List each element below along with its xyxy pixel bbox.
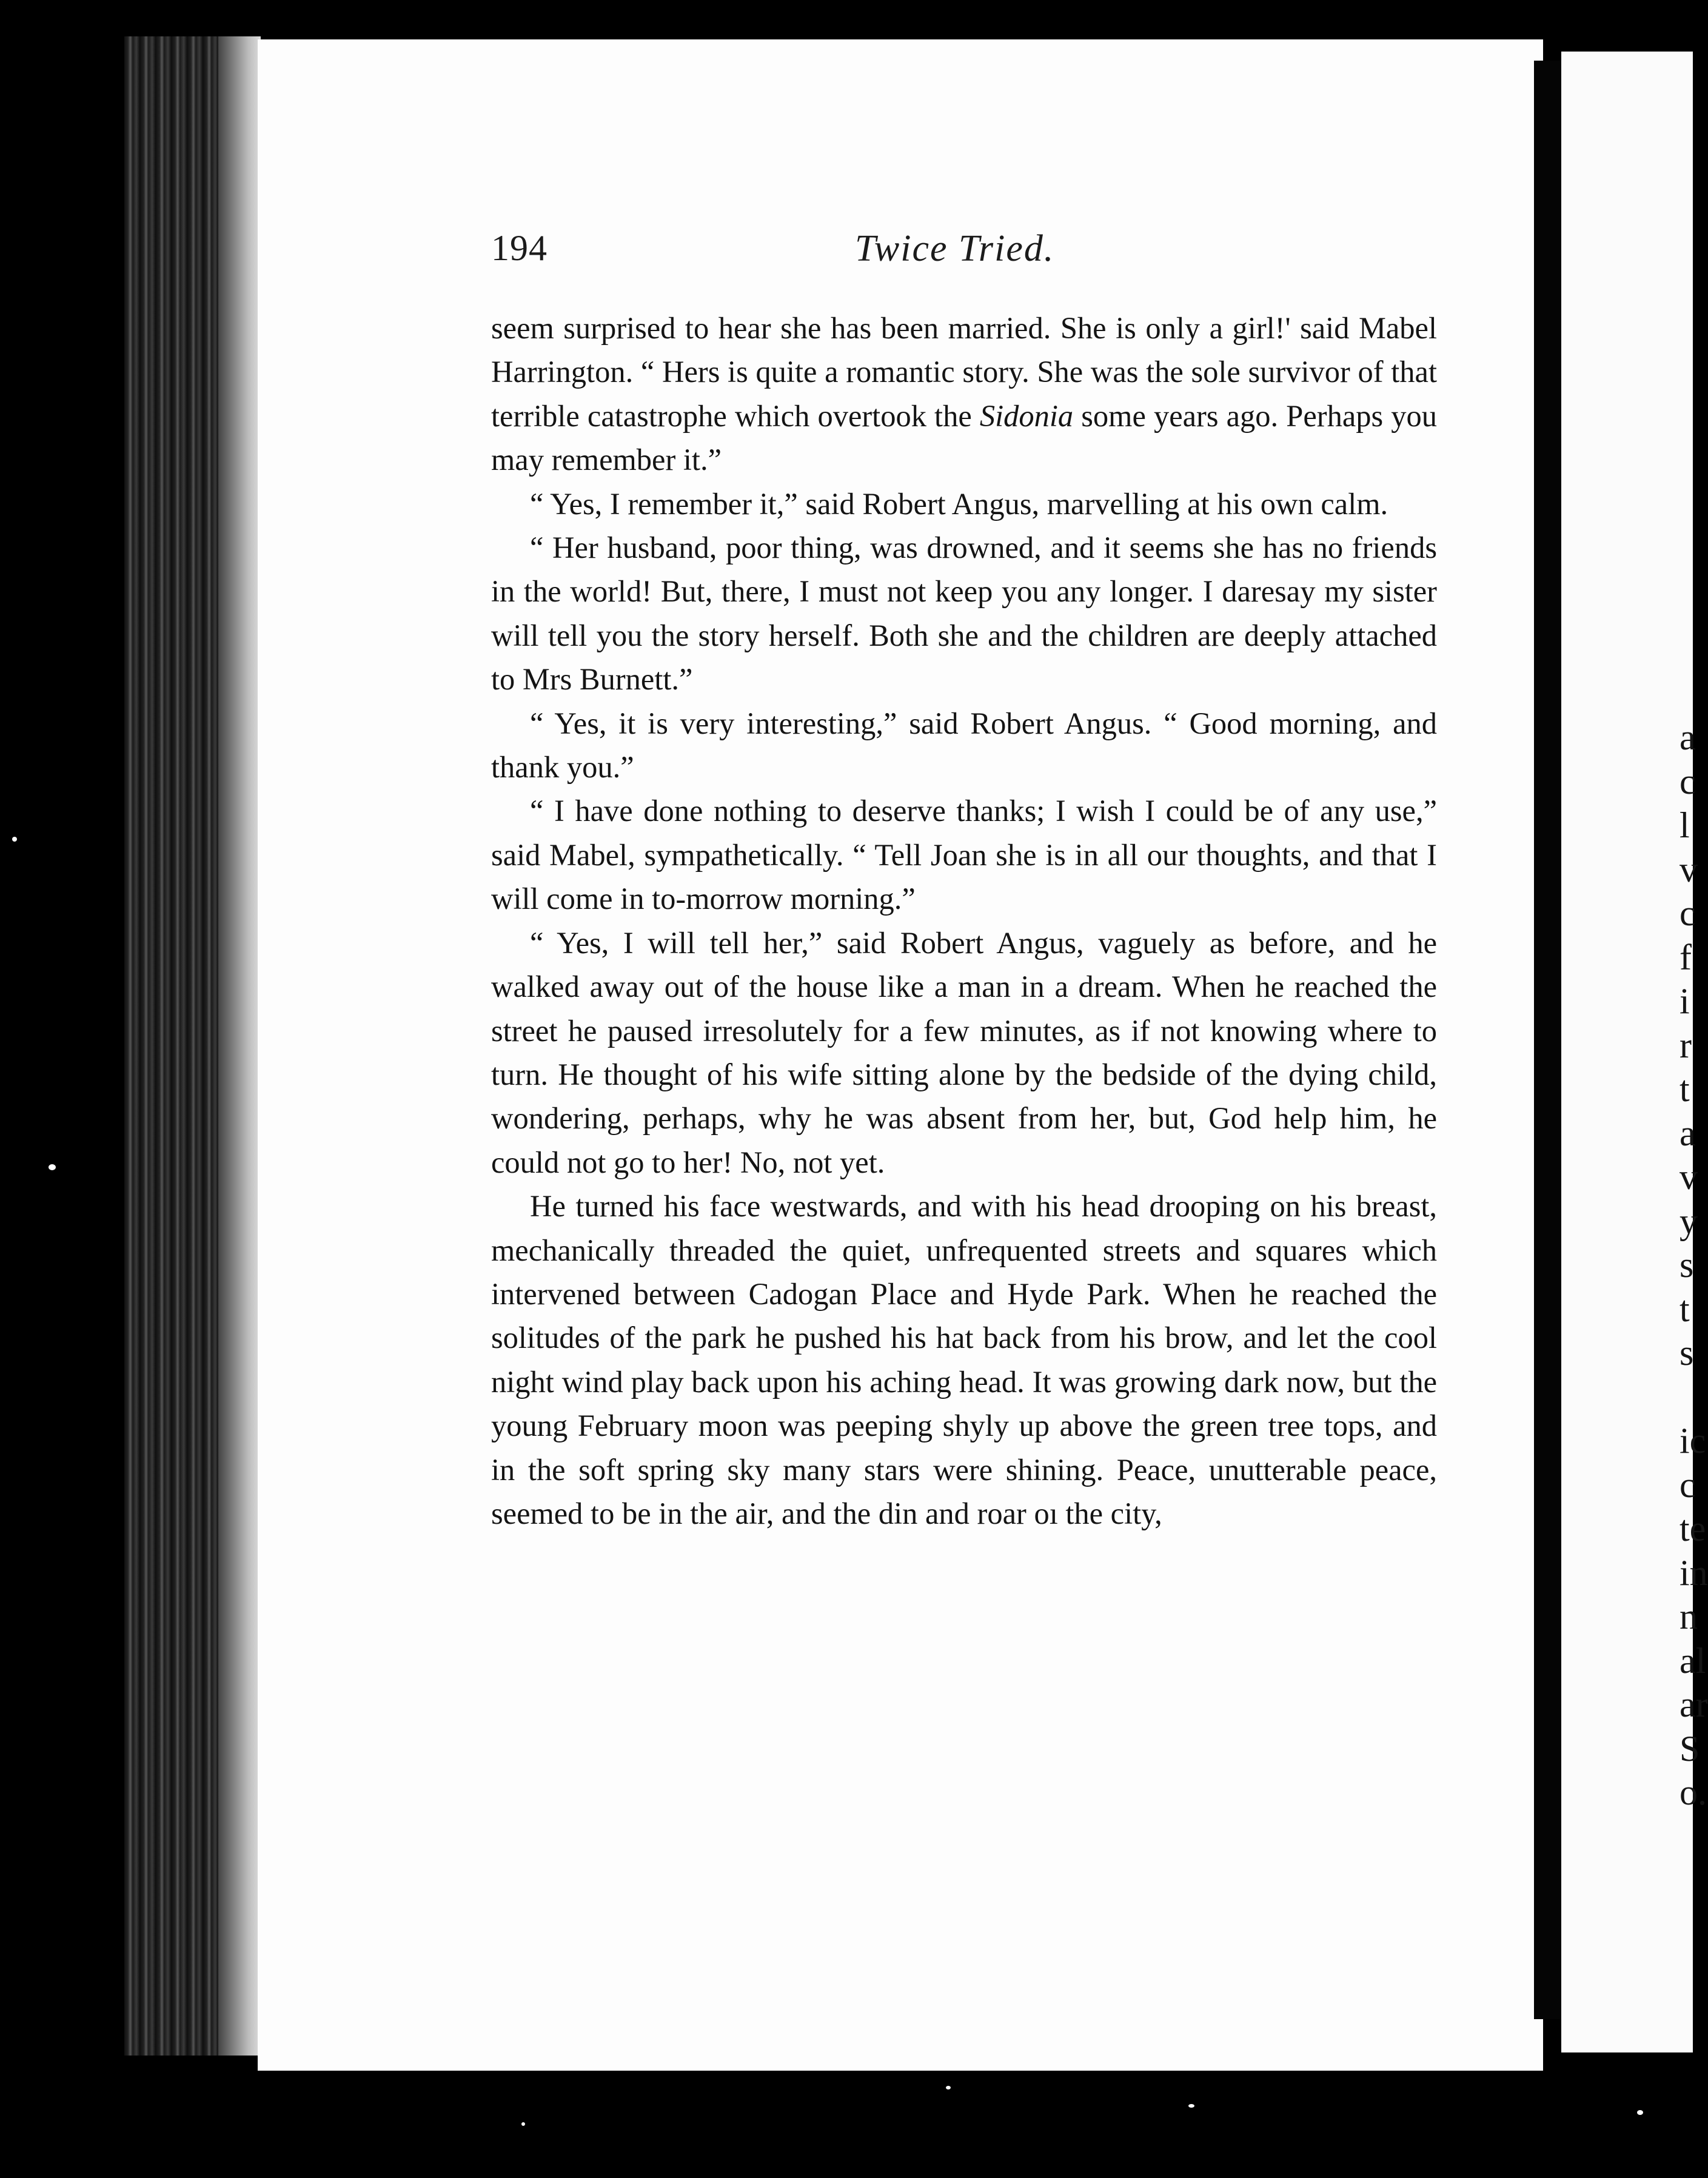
facing-page-fragment: ar — [1680, 1684, 1708, 1724]
paragraph: “ Yes, it is very interesting,” said Robert Angus. “ Good morning, and thank you.” — [491, 706, 1437, 785]
scan-speck — [49, 1164, 56, 1170]
facing-page-fragment: o. — [1680, 1772, 1707, 1812]
scan-speck — [12, 837, 17, 842]
facing-page-fragment: f — [1680, 937, 1692, 977]
facing-page-fragment: S — [1680, 1728, 1700, 1769]
facing-page-fragment: a — [1680, 717, 1696, 757]
scan-speck — [946, 2086, 951, 2089]
scan-speck — [1637, 2110, 1643, 2115]
facing-page-fragment: y — [1680, 1201, 1698, 1241]
facing-page-fragment: l — [1680, 805, 1690, 845]
facing-page-fragment: a — [1680, 1113, 1696, 1153]
paragraph-text: seem surprised to hear she has been married. She is only a girl!' said Mabel Harrington. “ Hers is quite a romantic story. She was the sole survivor of that terrible catastrophe which overtook the — [491, 311, 1437, 433]
paragraph — [491, 306, 1437, 482]
facing-page-fragment: t — [1680, 1288, 1690, 1329]
facing-page-fragment: r — [1680, 1025, 1692, 1065]
paragraph: “ Yes, I remember it,” said Robert Angus, marvelling at his own calm. — [530, 486, 1388, 521]
facing-page-fragment: t — [1680, 1069, 1690, 1109]
facing-page-fragment: ic — [1680, 1421, 1706, 1461]
facing-page-fragment: v — [1680, 849, 1698, 890]
facing-page-fragment: s — [1680, 1333, 1694, 1373]
book-title: Twice Tried. — [855, 228, 1055, 269]
facing-page-fragment: al — [1680, 1640, 1706, 1681]
scan-speck — [521, 2122, 525, 2126]
scan-speck — [946, 0, 953, 8]
paragraph: “ Yes, I will tell her,” said Robert Angus, vaguely as before, and he walked away out of the house like a man in a dream. When he reached the street he paused irresolutely for a few minutes, as if not knowing where to turn. He thought of his wife sitting alone by the bedside of the dying child, wondering, perhaps, why he was absent from her, but, God help him, he could not go to her! No, not yet. — [491, 925, 1437, 1179]
paragraph-text: some years ago. Perhaps you may remember it.” — [491, 398, 1437, 477]
paragraph: He turned his face westwards, and with his head drooping on his breast, mechanically threaded the quiet, unfrequented streets and squares which intervened between Cadogan Place and Hyde Park. When he reached the solitudes of the park he pushed his hat back from his brow, and let the cool night wind play back upon his aching head. It was growing dark now, but the young February moon was peeping shyly up above the green tree tops, and in the soft spring sky many stars were shining. Peace, unutterable peace, seemed to be in the air, and the din and roar oı the city, — [491, 1189, 1437, 1530]
facing-page-fragment: v — [1680, 1157, 1698, 1197]
paragraph: “ Her husband, poor thing, was drowned, and it seems she has no friends in the world! But, there, I must not keep you any longer. I daresay my sister will tell you the story herself. Both she and the children are deeply attached to Mrs Burnett.” — [491, 531, 1437, 697]
facing-page-fragment — [1680, 1375, 1704, 1419]
facing-page-fragment: n — [1680, 1597, 1698, 1637]
body-text — [491, 306, 1437, 1535]
facing-page — [1561, 52, 1693, 2052]
facing-page-fragment: c — [1680, 893, 1696, 933]
page-stack-shade — [218, 36, 261, 2056]
paragraph: “ I have done nothing to deserve thanks; I wish I could be of any use,” said Mabel, sympathetically. “ Tell Joan she is in all our thoughts, and that I will come in to-morrow morning.” — [491, 794, 1437, 916]
facing-page-fragment: s — [1680, 1245, 1694, 1285]
facing-page-fragment: i — [1680, 981, 1690, 1021]
facing-page-fragment: te — [1680, 1509, 1706, 1549]
ship-name: Sidonia — [979, 398, 1074, 433]
facing-page-text-fragments — [1680, 715, 1708, 1815]
facing-page-fragment: c — [1680, 761, 1696, 802]
page-number: 194 — [491, 228, 548, 268]
facing-page-fragment: c — [1680, 1464, 1696, 1505]
facing-page-fragment: in — [1680, 1552, 1708, 1593]
running-head — [491, 227, 1437, 282]
scan-speck — [1188, 2104, 1194, 2108]
book-gutter — [1534, 61, 1564, 2019]
